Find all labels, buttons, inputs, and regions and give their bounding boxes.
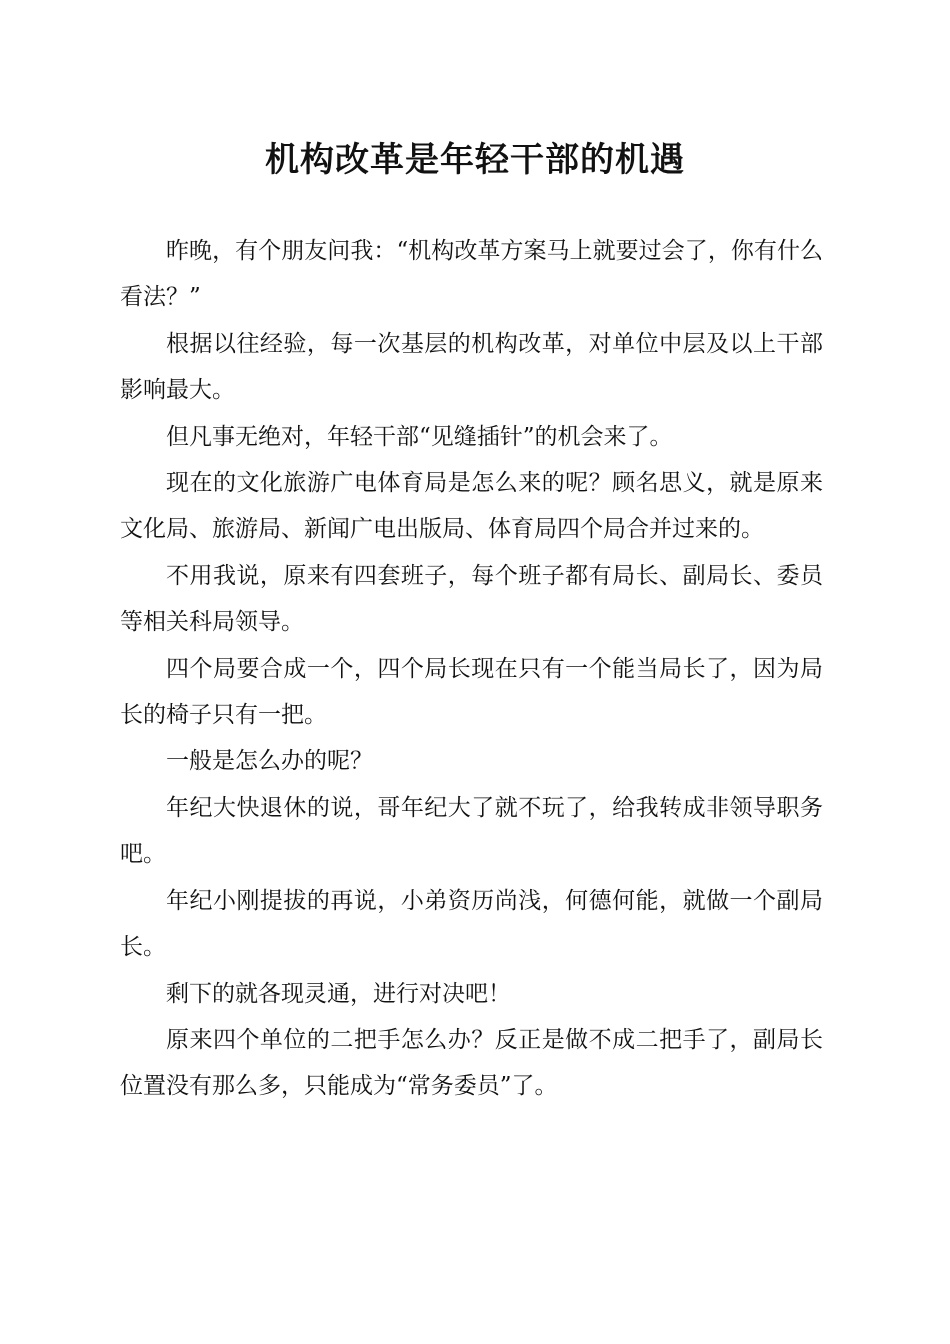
paragraph: 原来四个单位的二把手怎么办？反正是做不成二把手了，副局长位置没有那么多，只能成为“常务委员”了。 bbox=[120, 1026, 823, 1100]
paragraph: 一般是怎么办的呢？ bbox=[166, 748, 373, 775]
paragraph: 不用我说，原来有四套班子，每个班子都有局长、副局长、委员等相关科局领导。 bbox=[120, 562, 823, 636]
paragraph: 但凡事无绝对，年轻干部“见缝插针”的机会来了。 bbox=[166, 423, 673, 450]
paragraph: 剩下的就各现灵通，进行对决吧！ bbox=[166, 980, 511, 1007]
paragraph: 四个局要合成一个，四个局长现在只有一个能当局长了，因为局长的椅子只有一把。 bbox=[120, 655, 823, 729]
document-body bbox=[120, 228, 823, 1110]
paragraph: 根据以往经验，每一次基层的机构改革，对单位中层及以上干部影响最大。 bbox=[120, 330, 823, 404]
paragraph: 现在的文化旅游广电体育局是怎么来的呢？顾名思义，就是原来文化局、旅游局、新闻广电出版局、体育局四个局合并过来的。 bbox=[120, 470, 823, 543]
paragraph: 年纪小刚提拔的再说，小弟资历尚浅，何德何能，就做一个副局长。 bbox=[120, 887, 823, 961]
paragraph: 昨晚，有个朋友问我：“机构改革方案马上就要过会了，你有什么看法？” bbox=[120, 238, 823, 311]
document-title: 机构改革是年轻干部的机遇 bbox=[265, 140, 685, 180]
paragraph: 年纪大快退休的说，哥年纪大了就不玩了，给我转成非领导职务吧。 bbox=[120, 794, 823, 868]
